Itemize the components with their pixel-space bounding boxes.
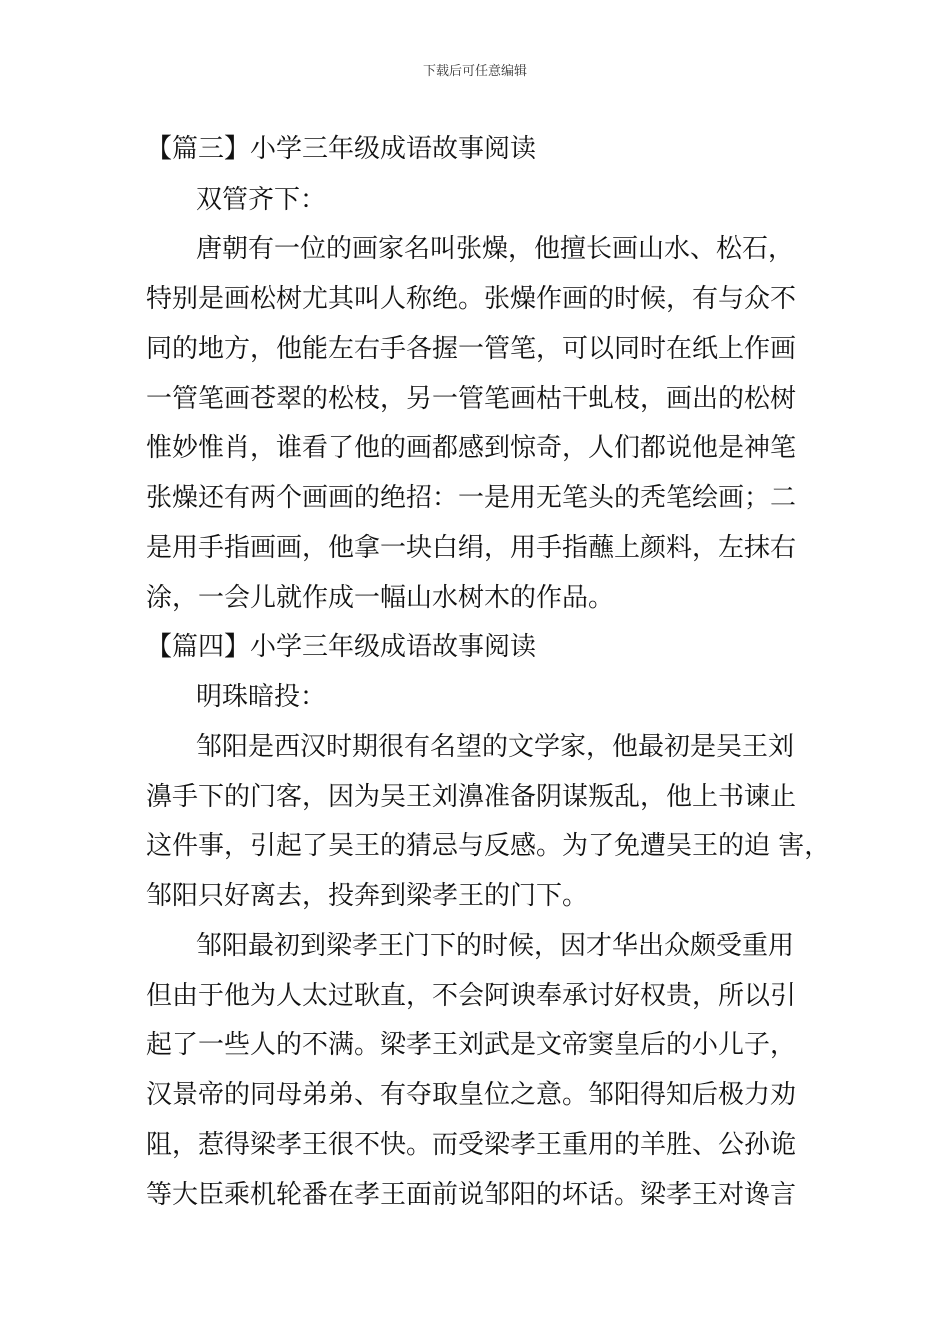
paragraph-line: 是用手指画画，他拿一块白绢，用手指蘸上颜料，左抹右 bbox=[146, 533, 797, 563]
paragraph-line: 汉景帝的同母弟弟、有夺取皇位之意。邹阳得知后极力劝 bbox=[146, 1080, 797, 1110]
paragraph-line: 但由于他为人太过耿直，不会阿谀奉承讨好权贵，所以引 bbox=[146, 981, 797, 1011]
paragraph-line: 一管笔画苍翠的松枝，另一管笔画枯干虬枝，画出的松树 bbox=[146, 384, 797, 414]
paragraph-line: 特别是画松树尤其叫人称绝。张燥作画的时候，有与众不 bbox=[146, 284, 797, 314]
paragraph-line: 等大臣乘机轮番在孝王面前说邹阳的坏话。梁孝王对谗言 bbox=[146, 1180, 797, 1210]
paragraph-line: 邹阳是西汉时期很有名望的文学家，他最初是吴王刘 bbox=[196, 732, 795, 762]
paragraph-line: 涂，一会儿就作成一幅山水树木的作品。 bbox=[146, 583, 615, 613]
paragraph-line: 同的地方，他能左右手各握一管笔，可以同时在纸上作画 bbox=[146, 334, 797, 364]
paragraph-line: 张燥还有两个画画的绝招：一是用无笔头的秃笔绘画；二 bbox=[146, 483, 797, 513]
paragraph-line: 惟妙惟肖，谁看了他的画都感到惊奇，人们都说他是神笔 bbox=[146, 433, 797, 463]
paragraph-line: 邹阳最初到梁孝王门下的时候，因才华出众颇受重用 bbox=[196, 931, 795, 961]
paragraph-line: 起了一些人的不满。梁孝王刘武是文帝窦皇后的小儿子， bbox=[146, 1030, 797, 1060]
paragraph-line: 这件事，引起了吴王的猜忌与反感。为了免遭吴王的迫 害， bbox=[146, 831, 831, 861]
section-heading-3: 【篇三】小学三年级成语故事阅读 bbox=[146, 134, 537, 164]
paragraph-line: 阻，惹得梁孝王很不快。而受梁孝王重用的羊胜、公孙诡 bbox=[146, 1130, 797, 1160]
section-heading-4: 【篇四】小学三年级成语故事阅读 bbox=[146, 632, 537, 662]
paragraph-line: 邹阳只好离去，投奔到梁孝王的门下。 bbox=[146, 881, 589, 911]
story-title-1: 双管齐下： bbox=[196, 185, 327, 215]
story-title-2: 明珠暗投： bbox=[196, 682, 327, 712]
page-header: 下载后可任意编辑 bbox=[422, 64, 527, 79]
paragraph-line: 唐朝有一位的画家名叫张燥，他擅长画山水、松石， bbox=[196, 234, 795, 264]
paragraph-line: 濞手下的门客，因为吴王刘濞准备阴谋叛乱，他上书谏止 bbox=[146, 782, 797, 812]
